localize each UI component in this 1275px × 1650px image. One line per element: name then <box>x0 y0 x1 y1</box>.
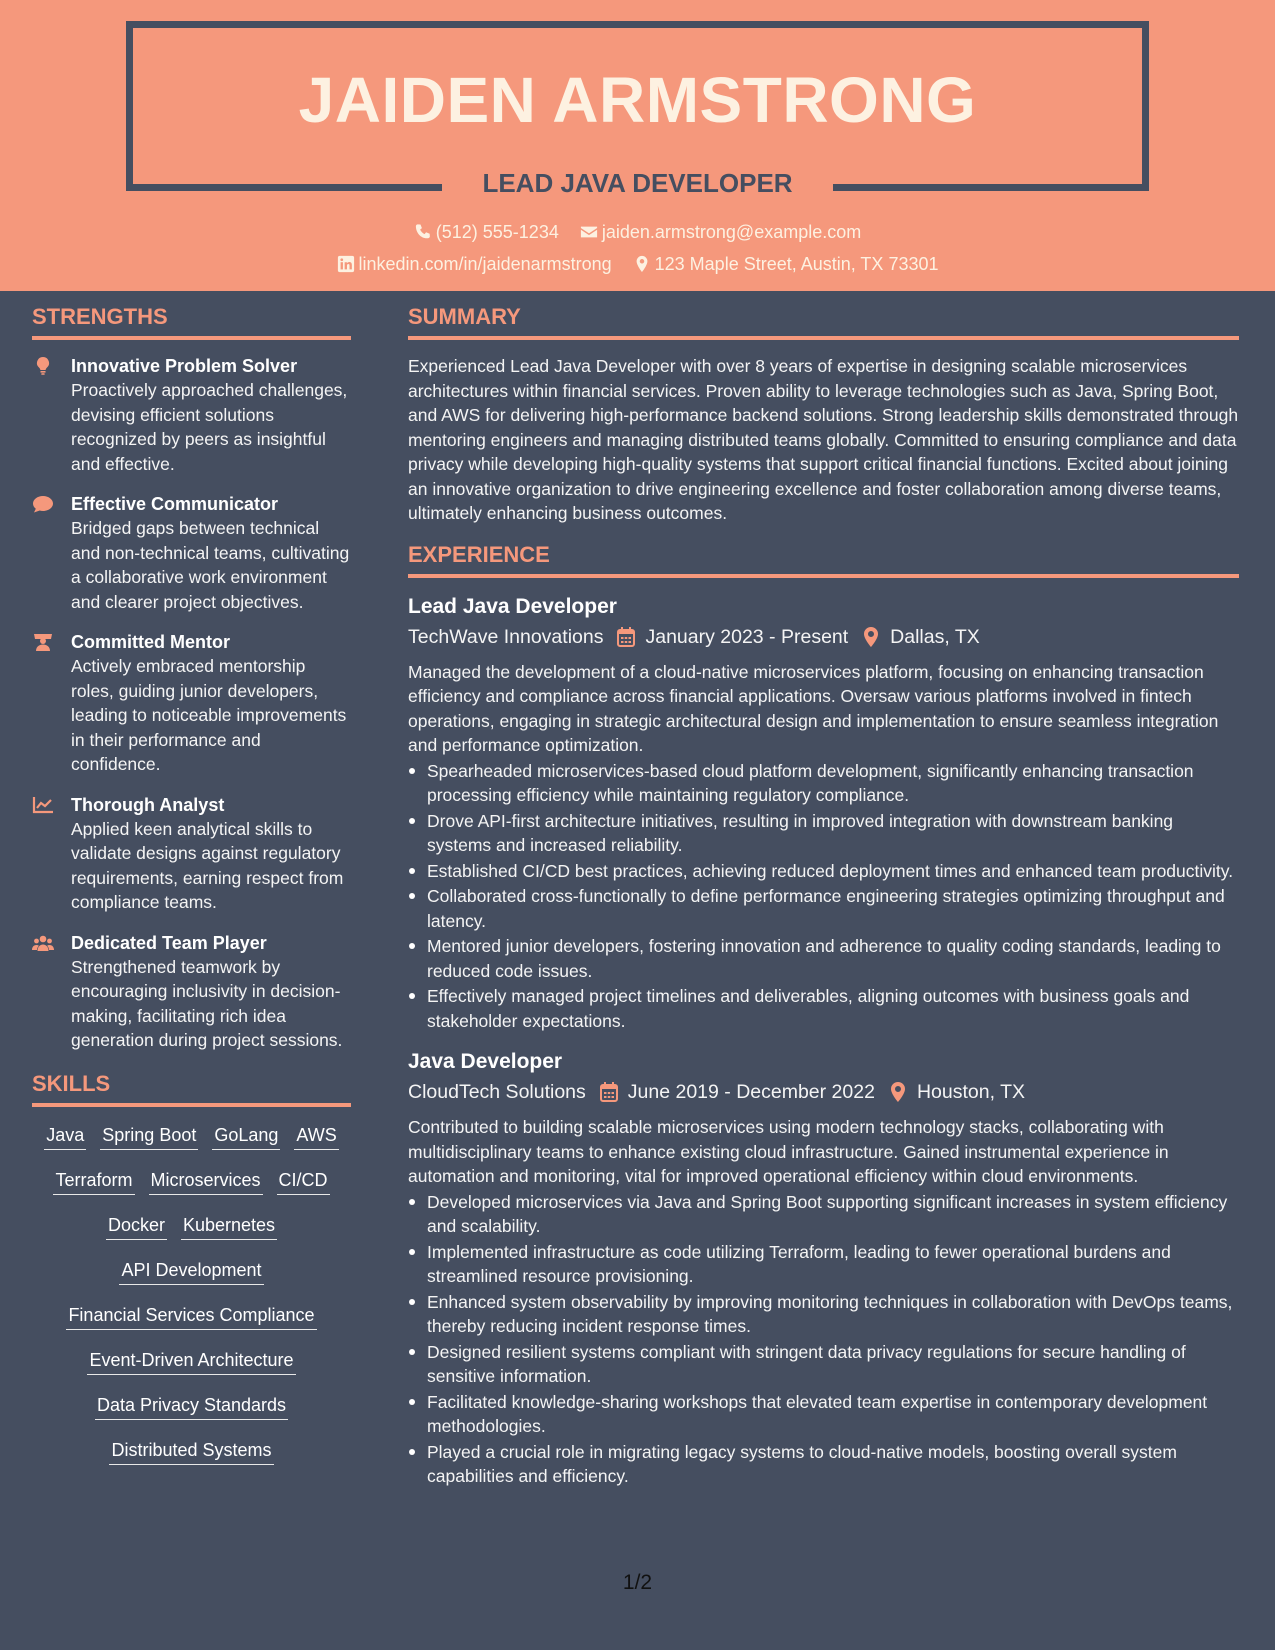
strength-title: Committed Mentor <box>71 632 230 652</box>
address-item <box>633 251 939 277</box>
phone-text: (512) 555-1234 <box>435 222 559 242</box>
skill-row <box>32 1213 351 1258</box>
contact-line-2 <box>0 251 1275 280</box>
chart-line-icon <box>32 796 54 814</box>
page-number: 1/2 <box>622 1571 653 1594</box>
bullet-item: Collaborated cross-functionally to define performance engineering strategies optimizing throughput and latency. <box>408 884 1239 933</box>
job-description: Managed the development of a cloud-native microservices platform, focusing on enhancing transaction efficiency and compliance across financial applications. Oversaw various platforms involved in fintech operations, engaging in strategic architectural design and implementation to ensure seamless integration and performance optimization. <box>408 661 1219 755</box>
job-location: Dallas, TX <box>890 625 980 648</box>
job-bullets <box>408 759 1239 1034</box>
skill-row <box>32 1168 351 1213</box>
strength-title: Thorough Analyst <box>71 794 225 815</box>
job-company: TechWave Innovations <box>408 625 604 648</box>
skill-tag: AWS <box>294 1123 338 1150</box>
linkedin-icon <box>337 255 355 273</box>
skill-tag: Distributed Systems <box>109 1438 273 1465</box>
strength-title: Dedicated Team Player <box>71 932 267 953</box>
job-entry <box>408 1047 1239 1489</box>
job-dates: January 2023 - Present <box>645 625 849 648</box>
phone-icon <box>414 223 432 241</box>
linkedin-text: linkedin.com/in/jaidenarmstrong <box>358 254 612 274</box>
speech-bubble-icon <box>32 495 54 513</box>
strength-desc: Applied keen analytical skills to validate designs against regulatory requirements, earning respect from compliance teams. <box>71 818 344 912</box>
experience-heading: EXPERIENCE <box>408 540 1239 578</box>
skill-row <box>32 1393 351 1438</box>
bullet-item: Mentored junior developers, fostering innovation and adherence to quality coding standards, leading to reduced code issues. <box>408 934 1239 983</box>
job-title: Lead Java Developer <box>408 594 617 618</box>
strength-item <box>32 354 351 476</box>
job-description: Contributed to building scalable microservices using modern technology stacks, collaborating with multidisciplinary teams to enhance existing cloud infrastructure. Gained instrumental experience in automation and monitoring, vital for improved operational efficiency within cloud environments. <box>408 1117 1169 1186</box>
skill-tag: CI/CD <box>277 1168 330 1195</box>
skill-tag: Terraform <box>53 1168 134 1195</box>
skills-heading: SKILLS <box>32 1069 351 1107</box>
candidate-name: JAIDEN ARMSTRONG <box>298 64 977 136</box>
strength-title: Innovative Problem Solver <box>71 356 298 376</box>
strength-item <box>32 492 351 614</box>
strength-desc: Proactively approached challenges, devising efficient solutions recognized by peers as insightful and effective. <box>71 380 348 474</box>
skill-tag: API Development <box>119 1258 263 1285</box>
summary-heading: SUMMARY <box>408 302 1239 340</box>
job-meta <box>408 622 1239 652</box>
contact-line-1 <box>0 219 1275 248</box>
skill-tag: Microservices <box>149 1168 263 1195</box>
skill-tag: GoLang <box>212 1123 280 1150</box>
job-entry <box>408 592 1239 1034</box>
linkedin-item[interactable] <box>337 251 612 277</box>
strengths-heading: STRENGTHS <box>32 302 351 340</box>
role-title: LEAD JAVA DEVELOPER <box>442 164 832 202</box>
strength-desc: Strengthened teamwork by encouraging inclusivity in decision-making, facilitating rich idea generation during project sessions. <box>71 956 343 1050</box>
bullet-item: Designed resilient systems compliant with stringent data privacy regulations for secure handling of sensitive information. <box>408 1340 1239 1389</box>
calendar-icon <box>617 627 635 647</box>
strength-item <box>32 931 351 1053</box>
job-meta <box>408 1077 1239 1107</box>
calendar-icon <box>600 1082 618 1102</box>
summary-text: Experienced Lead Java Developer with over 8 years of expertise in designing scalable microservices architectures within financial services. Proven ability to leverage technologies such as Java, Spring Boot, and AWS for delivering high-performance backend solutions. Strong leadership skills demonstrated through mentoring engineers and managing distributed teams globally. Committed to ensuring compliance and data privacy while developing high-quality systems that support critical financial functions. Excited about joining an innovative organization to drive engineering excellence and foster collaboration among diverse teams, ultimately enhancing business outcomes. <box>408 356 1239 523</box>
left-column <box>32 302 351 1483</box>
lightbulb-icon <box>32 357 54 375</box>
skill-tag: Event-Driven Architecture <box>87 1348 295 1375</box>
skill-row <box>32 1438 351 1483</box>
bullet-item: Spearheaded microservices-based cloud platform development, significantly enhancing transaction processing efficiency while maintaining regulatory compliance. <box>408 759 1239 808</box>
job-location: Houston, TX <box>916 1081 1025 1103</box>
skill-row <box>32 1258 351 1303</box>
skills-list <box>32 1121 351 1483</box>
skill-tag: Kubernetes <box>181 1213 277 1240</box>
skill-row <box>32 1123 351 1168</box>
users-icon <box>32 934 54 952</box>
map-pin-icon <box>862 627 880 647</box>
bullet-item: Played a crucial role in migrating legacy systems to cloud-native models, boosting overall system capabilities and efficiency. <box>408 1440 1239 1489</box>
skill-tag: Financial Services Compliance <box>66 1303 316 1330</box>
role-wrapper <box>0 164 1275 202</box>
strength-desc: Actively embraced mentorship roles, guiding junior developers, leading to noticeable improvements in their performance and confidence. <box>71 656 347 774</box>
bullet-item: Enhanced system observability by improving monitoring techniques in collaboration with DevOps teams, thereby reducing incident response times. <box>408 1290 1239 1339</box>
skill-tag: Java <box>44 1123 86 1150</box>
skill-row <box>32 1303 351 1348</box>
map-pin-icon <box>633 255 651 273</box>
bullet-item: Developed microservices via Java and Spring Boot supporting significant increases in system efficiency and scalability. <box>408 1190 1239 1239</box>
bullet-item: Implemented infrastructure as code utilizing Terraform, leading to fewer operational burdens and streamlined resource provisioning. <box>408 1240 1239 1289</box>
strength-item <box>32 630 351 777</box>
header-banner <box>0 0 1275 291</box>
envelope-icon <box>580 223 598 241</box>
map-pin-icon <box>889 1082 907 1102</box>
bullet-item: Effectively managed project timelines and deliverables, aligning outcomes with business goals and stakeholder expectations. <box>408 984 1239 1033</box>
address-text: 123 Maple Street, Austin, TX 73301 <box>654 254 939 274</box>
strength-desc: Bridged gaps between technical and non-technical teams, cultivating a collaborative work environment and clearer project objectives. <box>71 518 350 612</box>
skill-tag: Data Privacy Standards <box>95 1393 288 1420</box>
skill-tag: Docker <box>106 1213 167 1240</box>
phone-item[interactable] <box>414 219 559 245</box>
skill-row <box>32 1348 351 1393</box>
bullet-item: Established CI/CD best practices, achieving reduced deployment times and enhanced team productivity. <box>408 859 1239 884</box>
right-column <box>408 302 1239 1503</box>
email-text: jaiden.armstrong@example.com <box>601 222 862 242</box>
teacher-icon <box>32 633 54 651</box>
skill-tag: Spring Boot <box>100 1123 198 1150</box>
bullet-item: Drove API-first architecture initiatives, resulting in improved integration with downstream banking systems and increased reliability. <box>408 809 1239 858</box>
email-item[interactable] <box>580 219 861 245</box>
bullet-item: Facilitated knowledge-sharing workshops that elevated team expertise in contemporary development methodologies. <box>408 1390 1239 1439</box>
job-bullets <box>408 1190 1239 1489</box>
job-dates: June 2019 - December 2022 <box>627 1081 875 1103</box>
strength-item <box>32 793 351 915</box>
job-company: CloudTech Solutions <box>408 1081 586 1103</box>
job-title: Java Developer <box>408 1050 563 1073</box>
strength-title: Effective Communicator <box>71 494 279 514</box>
